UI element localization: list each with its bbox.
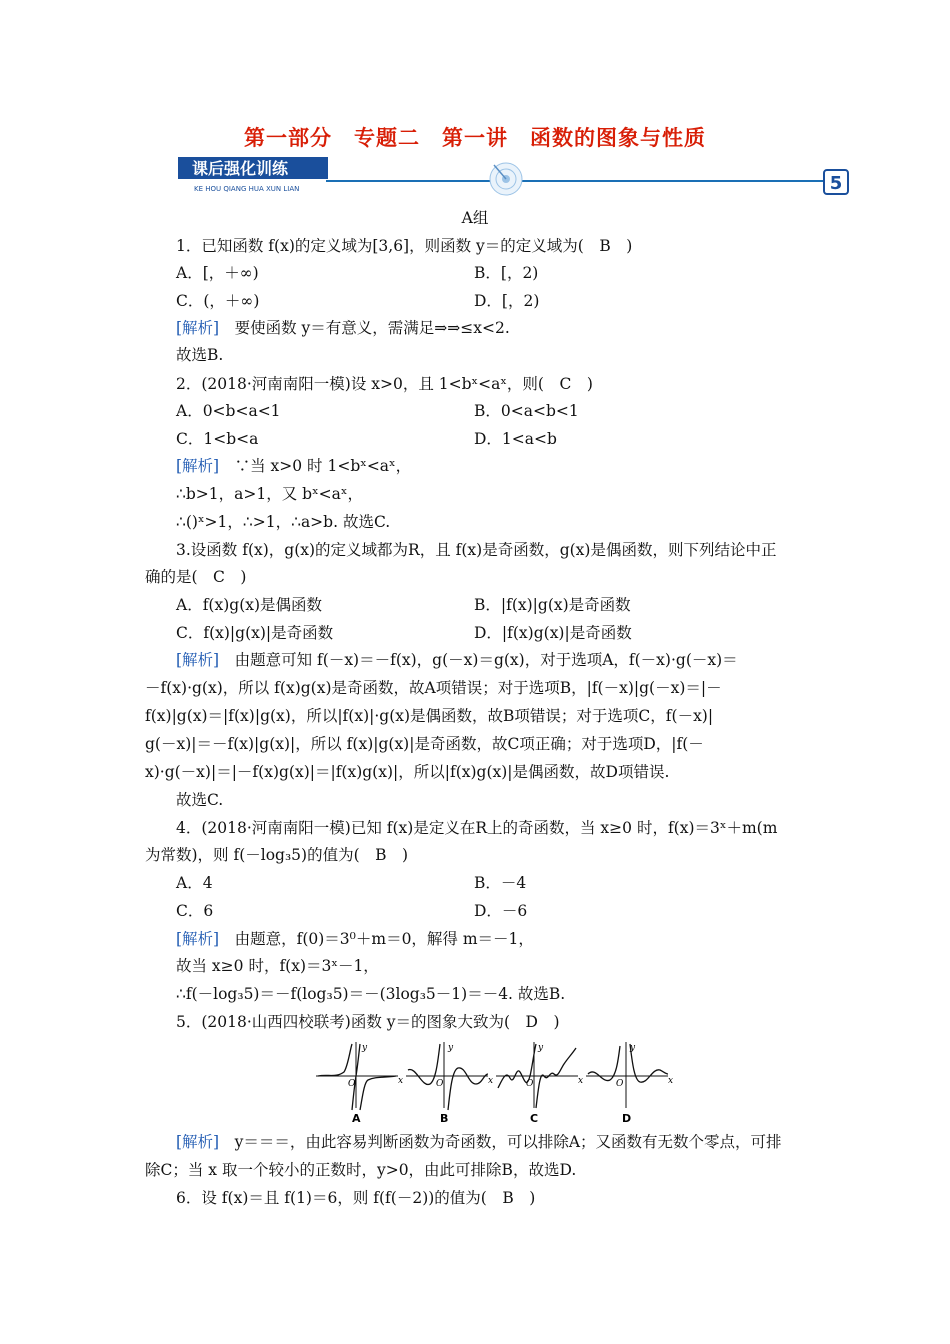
q1-option-a: A．[，＋∞) <box>176 264 259 282</box>
solution-tag: [解析] <box>176 457 220 475</box>
section-banner <box>176 155 852 201</box>
q2-solution: [解析] ∵当 x>0 时 1<bˣ<aˣ， <box>176 457 412 475</box>
q1-stem: 1．已知函数 f(x)的定义域为[3,6]，则函数 y＝的定义域为( B ) <box>176 237 633 255</box>
q3-solution: [解析] 由题意可知 f(－x)＝－f(x)，g(－x)＝g(x)，对于选项A，f(－x)·g(－x)＝ <box>176 651 738 669</box>
q1-option-c: C．(，＋∞) <box>176 292 260 310</box>
q3-solution-line3: f(x)|g(x)＝|f(x)|g(x)，所以|f(x)|·g(x)是偶函数，故B项错误；对于选项C，f(－x)| <box>145 707 714 725</box>
q4-option-b: B．－4 <box>474 874 527 892</box>
graph-b-label: B <box>440 1112 449 1125</box>
q3-solution-line2: －f(x)·g(x)，所以 f(x)g(x)是奇函数，故A项错误；对于选项B，|f(－x)|g(－x)＝|－ <box>145 679 722 697</box>
q3-stem-line2: 确的是( C ) <box>145 568 247 586</box>
svg-text:y: y <box>448 1043 454 1053</box>
svg-text:y: y <box>630 1043 636 1053</box>
solution-tag: [解析] <box>176 930 220 948</box>
banner-number: 5 <box>829 173 843 194</box>
page-title: 第一部分 专题二 第一讲 函数的图象与性质 <box>244 125 706 150</box>
q3-solution-line5: x)·g(－x)|＝|－f(x)g(x)|＝|f(x)g(x)|，所以|f(x)g(x)|是偶函数，故D项错误. <box>145 763 670 781</box>
q2-stem: 2．(2018·河南南阳一模)设 x>0，且 1<bˣ<aˣ，则( C ) <box>176 375 593 393</box>
solution-tag: [解析] <box>176 319 220 337</box>
q2-solution-line3: ∴()ˣ>1，∴>1，∴a>b. 故选C. <box>176 513 391 531</box>
q5-stem: 5．(2018·山西四校联考)函数 y＝的图象大致为( D ) <box>176 1013 560 1031</box>
q1-option-d: D．[，2) <box>474 292 540 310</box>
group-heading: A组 <box>461 209 489 227</box>
q2-solution-line2: ∴b>1，a>1，又 bˣ<aˣ， <box>176 485 363 503</box>
q5-solution-line2: 除C；当 x 取一个较小的正数时，y>0，由此可排除B，故选D. <box>145 1161 577 1179</box>
svg-text:y: y <box>362 1043 368 1053</box>
q2-option-c: C．1<b<a <box>176 430 259 448</box>
svg-text:O: O <box>348 1079 356 1089</box>
solution-tag: [解析] <box>176 651 220 669</box>
svg-text:x: x <box>578 1076 584 1086</box>
solution-tag: [解析] <box>176 1133 220 1151</box>
q4-solution-line3: ∴f(－log₃5)＝－f(log₃5)＝－(3log₃5－1)＝－4. 故选B. <box>176 985 566 1003</box>
q4-solution: [解析] 由题意，f(0)＝3⁰＋m＝0，解得 m＝－1， <box>176 930 534 948</box>
q4-option-c: C．6 <box>176 902 214 920</box>
svg-text:y: y <box>538 1043 544 1053</box>
svg-text:x: x <box>488 1076 494 1086</box>
q3-option-c: C．f(x)|g(x)|是奇函数 <box>176 624 334 642</box>
graph-a <box>316 1042 403 1125</box>
q4-stem-line2: 为常数)，则 f(－log₃5)的值为( B ) <box>145 846 409 864</box>
q4-option-a: A．4 <box>176 874 213 892</box>
svg-text:x: x <box>398 1076 404 1086</box>
graph-d <box>586 1042 673 1125</box>
q1-conclusion: 故选B. <box>176 346 224 364</box>
svg-text:O: O <box>436 1079 444 1089</box>
svg-text:x: x <box>668 1076 674 1086</box>
q3-solution-line4: g(－x)|＝－f(x)|g(x)|，所以 f(x)|g(x)|是奇函数，故C项正确；对于选项D，|f(－ <box>145 735 704 753</box>
q3-conclusion: 故选C. <box>176 791 224 809</box>
graph-c <box>496 1042 583 1125</box>
graph-a-label: A <box>352 1112 361 1125</box>
svg-text:O: O <box>526 1079 534 1089</box>
q2-option-d: D．1<a<b <box>474 430 557 448</box>
q3-stem: 3.设函数 f(x)，g(x)的定义域都为R，且 f(x)是奇函数，g(x)是偶函数，则下列结论中正 <box>176 541 777 559</box>
q1-solution: [解析] 要使函数 y＝有意义，需满足⇒⇒≤x<2. <box>176 319 510 337</box>
q4-option-d: D．－6 <box>474 902 528 920</box>
q1-option-b: B．[，2) <box>474 264 539 282</box>
q4-stem: 4．(2018·河南南阳一模)已知 f(x)是定义在R上的奇函数，当 x≥0 时，f(x)＝3ˣ＋m(m <box>176 819 778 837</box>
q2-option-b: B．0<a<b<1 <box>474 402 579 420</box>
q6-stem: 6．设 f(x)＝且 f(1)＝6，则 f(f(－2))的值为( B ) <box>176 1189 536 1207</box>
q5-graph-options <box>314 1040 674 1125</box>
banner-title: 课后强化训练 <box>192 159 289 178</box>
graph-c-label: C <box>530 1112 539 1125</box>
target-icon <box>490 163 522 195</box>
q3-option-d: D．|f(x)g(x)|是奇函数 <box>474 624 632 642</box>
banner-subtitle: KE HOU QIANG HUA XUN LIAN <box>194 185 300 193</box>
graph-d-label: D <box>622 1112 632 1125</box>
q2-option-a: A．0<b<a<1 <box>176 402 281 420</box>
q3-option-a: A．f(x)g(x)是偶函数 <box>176 596 323 614</box>
q5-solution: [解析] y＝＝＝，由此容易判断函数为奇函数，可以排除A；又函数有无数个零点，可排 <box>176 1133 782 1151</box>
graph-b <box>406 1042 493 1125</box>
q3-option-b: B．|f(x)|g(x)是奇函数 <box>474 596 631 614</box>
q4-solution-line2: 故当 x≥0 时，f(x)＝3ˣ－1， <box>176 957 379 975</box>
svg-text:O: O <box>616 1079 624 1089</box>
